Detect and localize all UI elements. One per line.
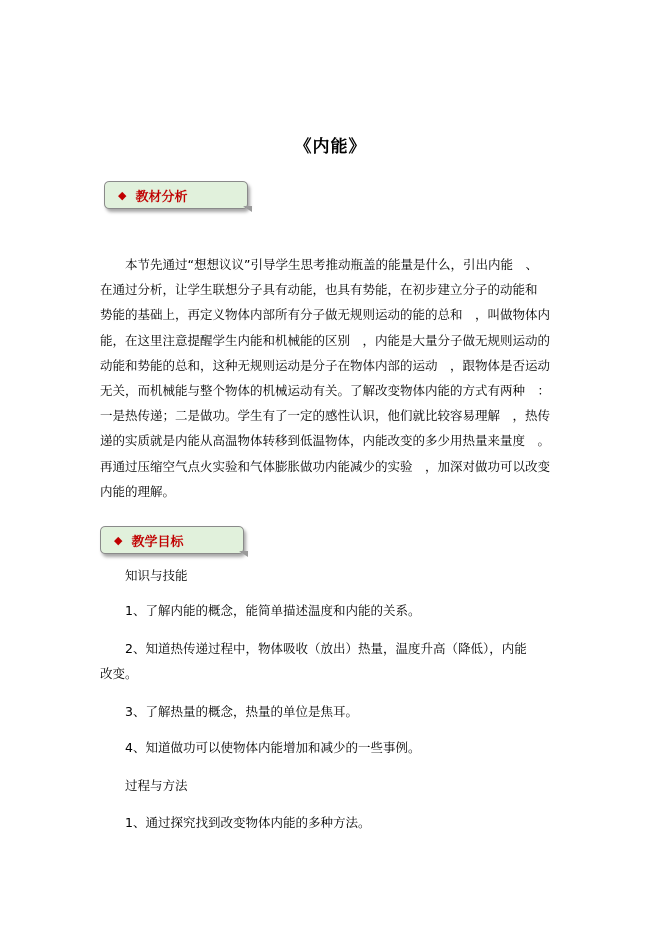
paragraph-line: 能，在这里注意提醒学生内能和机械能的区别 ，内能是大量分子做无规则运动的	[100, 332, 551, 348]
page-title: 《内能》	[294, 137, 367, 157]
paragraph-line: 动能和势能的总和，这种无规则运动是分子在物体内部的运动 ，跟物体是否运动	[100, 357, 551, 373]
analysis-paragraph	[100, 252, 562, 504]
goal-item: 4、知道做功可以使物体内能增加和减少的一些事例。	[100, 740, 421, 755]
paragraph-line: 本节先通过“想想议议”引导学生思考推动瓶盖的能量是什么，引出内能 、	[100, 257, 538, 272]
diamond-bullet-icon: ◆	[118, 188, 127, 202]
section-banner-textbook-analysis	[104, 181, 248, 209]
diamond-bullet-icon: ◆	[114, 533, 123, 547]
section-heading: 教材分析	[135, 189, 188, 205]
subheading-process-methods: 过程与方法	[100, 778, 188, 793]
page-fold-decoration	[243, 206, 252, 212]
page-fold-decoration	[239, 551, 248, 557]
goal-item: 3、了解热量的概念，热量的单位是焦耳。	[100, 704, 358, 719]
section-heading: 教学目标	[131, 534, 184, 550]
paragraph-line: 在通过分析，让学生联想分子具有动能，也具有势能，在初步建立分子的动能和	[100, 282, 538, 298]
subheading-knowledge-skills: 知识与技能	[100, 568, 188, 583]
paragraph-line: 内能的理解。	[100, 483, 176, 499]
paragraph-line: 势能的基础上，再定义物体内部所有分子做无规则运动的能的总和 ，叫做物体内	[100, 307, 551, 323]
goal-item-continuation: 改变。	[100, 666, 138, 681]
paragraph-line: 一是热传递；二是做功。学生有了一定的感性认识，他们就比较容易理解 ，热传	[100, 408, 551, 424]
goal-item: 2、知道热传递过程中，物体吸收（放出）热量，温度升高（降低），内能	[100, 641, 527, 656]
goal-item: 1、通过探究找到改变物体内能的多种方法。	[100, 815, 371, 830]
paragraph-line: 再通过压缩空气点火实验和气体膨胀做功内能减少的实验 ，加深对做功可以改变	[100, 458, 551, 474]
goal-item: 1、了解内能的概念，能简单描述温度和内能的关系。	[100, 603, 421, 618]
section-banner-teaching-goals	[100, 526, 244, 554]
paragraph-line: 无关，而机械能与整个物体的机械运动有关。了解改变物体内能的方式有两种 ：	[100, 383, 551, 399]
paragraph-line: 递的实质就是内能从高温物体转移到低温物体，内能改变的多少用热量来量度 。	[100, 433, 551, 449]
